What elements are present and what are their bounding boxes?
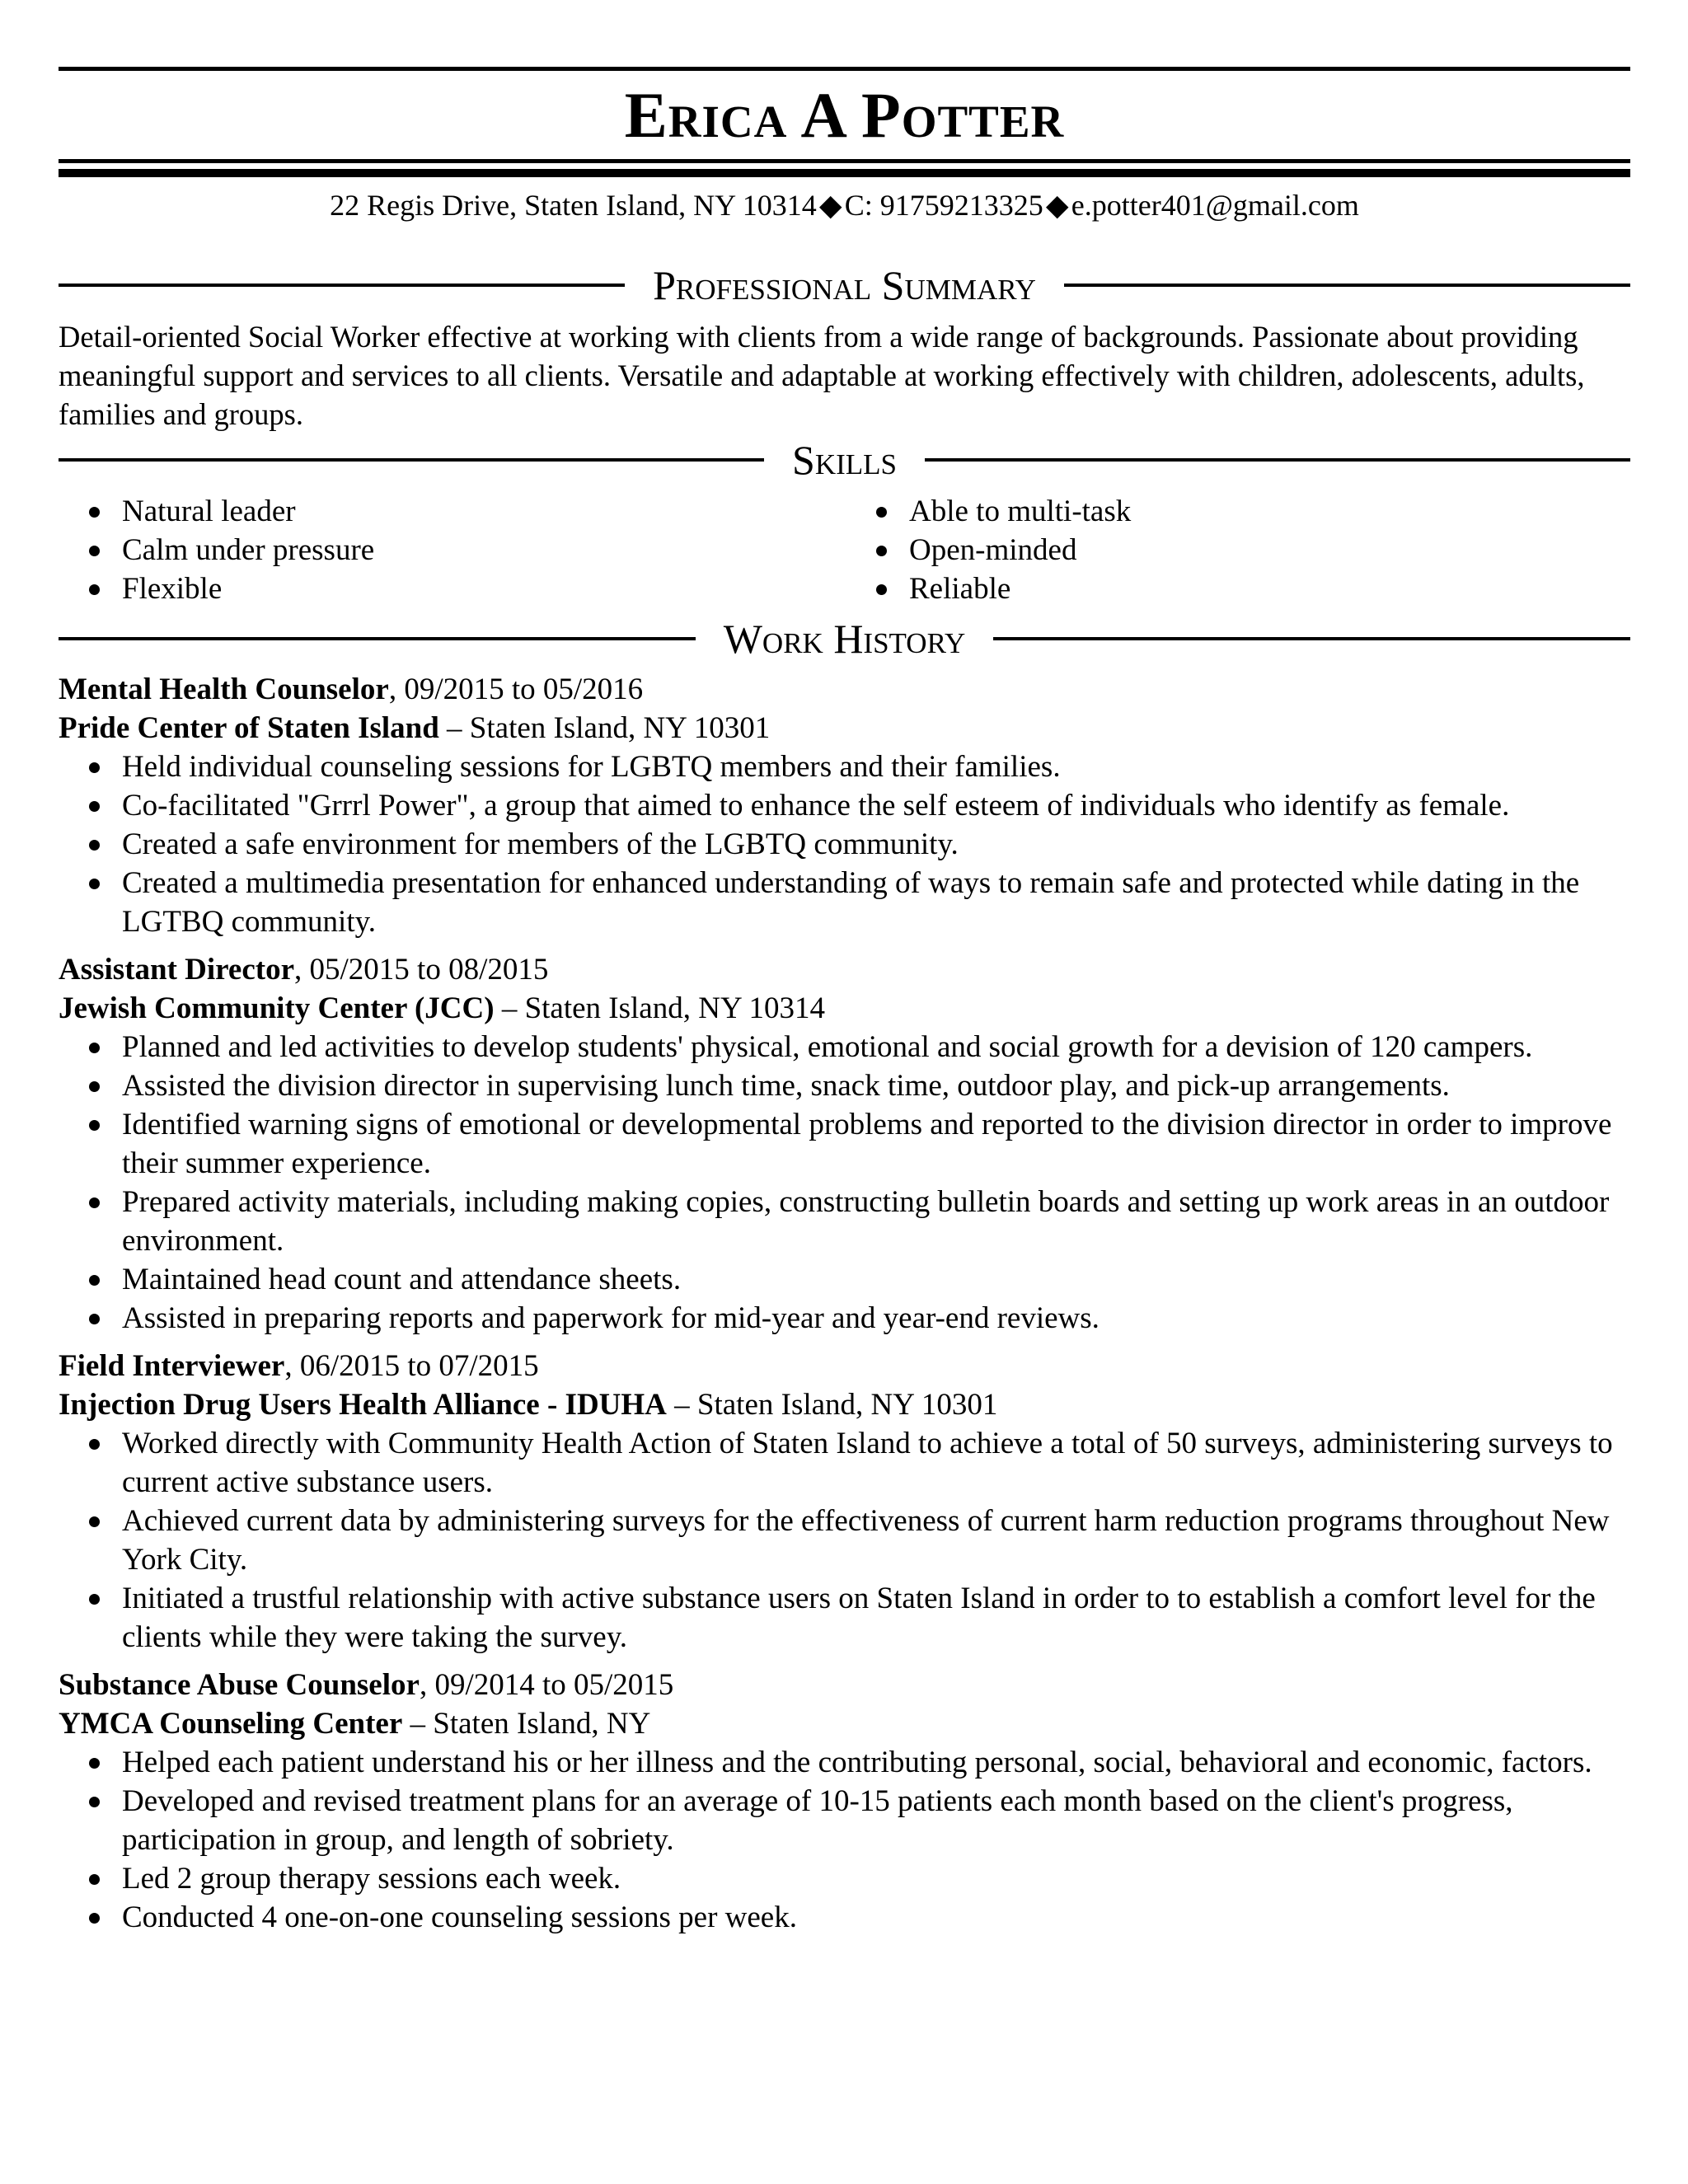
skill-item: Open-minded — [872, 531, 1626, 569]
job-entry — [59, 670, 1630, 941]
employer-name: Pride Center of Staten Island — [59, 711, 439, 745]
employer-location: – Staten Island, NY — [402, 1707, 651, 1741]
employer-line — [59, 1704, 1630, 1743]
job-bullet: Achieved current data by administering surveys for the effectiveness of current harm reduction programs throughout New York City. — [85, 1502, 1630, 1579]
employer-line — [59, 989, 1630, 1028]
heading-line-left — [59, 637, 696, 640]
diamond-icon: ◆ — [818, 189, 842, 222]
summary-title: Professional Summary — [653, 262, 1036, 308]
employer-location: – Staten Island, NY 10301 — [438, 711, 771, 745]
work-history — [59, 670, 1630, 1946]
job-bullet: Assisted in preparing reports and paperwork for mid-year and year-end reviews. — [85, 1299, 1630, 1338]
summary-text: Detail-oriented Social Worker effective at working with clients from a wide range of backgrounds. Passionate about providing meaningful support and services to all clients. Versatile and adaptable at working effectively with children, adolescents, adults, families and groups. — [59, 320, 1585, 431]
employer-line — [59, 1385, 1630, 1424]
job-title: Assistant Director — [59, 953, 295, 987]
job-bullet: Held individual counseling sessions for LGBTQ members and their families. — [85, 748, 1630, 786]
job-title: Field Interviewer — [59, 1349, 285, 1383]
diamond-icon: ◆ — [1045, 189, 1069, 222]
job-bullet: Worked directly with Community Health Action of Staten Island to achieve a total of 50 surveys, administering surveys to current active substance users. — [85, 1424, 1630, 1502]
job-bullet: Prepared activity materials, including making copies, constructing bulletin boards and setting up work areas in an outdoor environment. — [85, 1183, 1630, 1260]
heading-line-right — [925, 458, 1630, 462]
work-title: Work History — [723, 616, 966, 662]
skill-item: Reliable — [872, 569, 1626, 608]
job-bullets — [59, 1743, 1630, 1937]
contact-address: 22 Regis Drive, Staten Island, NY 10314 — [330, 189, 817, 222]
job-title-line — [59, 670, 1630, 709]
skill-item: Able to multi-task — [872, 492, 1626, 531]
employer-line — [59, 709, 1630, 748]
summary-heading — [59, 260, 1630, 310]
job-bullet: Planned and led activities to develop students' physical, emotional and social growth for a devision of 120 campers. — [85, 1028, 1630, 1066]
work-heading — [59, 614, 1630, 663]
contact-email: e.potter401@gmail.com — [1071, 189, 1359, 222]
job-bullet: Developed and revised treatment plans for an average of 10-15 patients each month based on the client's progress, participation in group, and length of sobriety. — [85, 1782, 1630, 1859]
job-bullet: Assisted the division director in supervising lunch time, snack time, outdoor play, and pick-up arrangements. — [85, 1066, 1630, 1105]
heading-line-left — [59, 458, 764, 462]
skill-item: Natural leader — [85, 492, 872, 531]
skill-item: Flexible — [85, 569, 872, 608]
job-title-line — [59, 950, 1630, 989]
job-title: Mental Health Counselor — [59, 673, 389, 706]
job-bullet: Conducted 4 one-on-one counseling sessions per week. — [85, 1898, 1630, 1937]
job-dates: , 09/2015 to 05/2016 — [388, 673, 644, 706]
name-rule-thick — [59, 169, 1630, 177]
job-title-line — [59, 1347, 1630, 1385]
heading-line-left — [59, 284, 625, 287]
job-dates: , 06/2015 to 07/2015 — [284, 1349, 539, 1383]
job-title: Substance Abuse Counselor — [59, 1668, 420, 1702]
job-bullets — [59, 748, 1630, 941]
job-bullet: Created a multimedia presentation for enhanced understanding of ways to remain safe and protected while dating in the LGTBQ community. — [85, 864, 1630, 941]
job-bullet: Created a safe environment for members of the LGBTQ community. — [85, 825, 1630, 864]
contact-phone: C: 91759213325 — [844, 189, 1043, 222]
job-entry — [59, 950, 1630, 1338]
skill-item: Calm under pressure — [85, 531, 872, 569]
job-bullet: Maintained head count and attendance sheets. — [85, 1260, 1630, 1299]
skills-heading — [59, 435, 1630, 485]
employer-name: Jewish Community Center (JCC) — [59, 991, 495, 1025]
employer-location: – Staten Island, NY 10314 — [494, 991, 826, 1025]
job-title-line — [59, 1666, 1630, 1704]
employer-location: – Staten Island, NY 10301 — [666, 1388, 998, 1422]
job-entry — [59, 1666, 1630, 1937]
job-bullet: Helped each patient understand his or her illness and the contributing personal, social, behavioral and economic, factors. — [85, 1743, 1630, 1782]
job-bullet: Led 2 group therapy sessions each week. — [85, 1859, 1630, 1898]
top-rule — [59, 67, 1630, 71]
employer-name: YMCA Counseling Center — [59, 1707, 403, 1741]
job-dates: , 09/2014 to 05/2015 — [419, 1668, 674, 1702]
job-bullets — [59, 1028, 1630, 1338]
name-rule-thin — [59, 159, 1630, 163]
employer-name: Injection Drug Users Health Alliance - IDUHA — [59, 1388, 667, 1422]
job-dates: , 05/2015 to 08/2015 — [294, 953, 549, 987]
job-bullets — [59, 1424, 1630, 1657]
skills-list — [85, 492, 1626, 608]
heading-line-right — [993, 637, 1630, 640]
candidate-name: Erica A Potter — [624, 79, 1065, 151]
skills-title: Skills — [792, 437, 897, 483]
job-bullet: Initiated a trustful relationship with active substance users on Staten Island in order to to establish a comfort level for the clients while they were taking the survey. — [85, 1579, 1630, 1657]
job-bullet: Identified warning signs of emotional or developmental problems and reported to the division director in order to improve their summer experience. — [85, 1105, 1630, 1183]
job-bullet: Co-facilitated "Grrrl Power", a group that aimed to enhance the self esteem of individuals who identify as female. — [85, 786, 1630, 825]
job-entry — [59, 1347, 1630, 1657]
heading-line-right — [1064, 284, 1630, 287]
contact-line — [59, 186, 1630, 224]
